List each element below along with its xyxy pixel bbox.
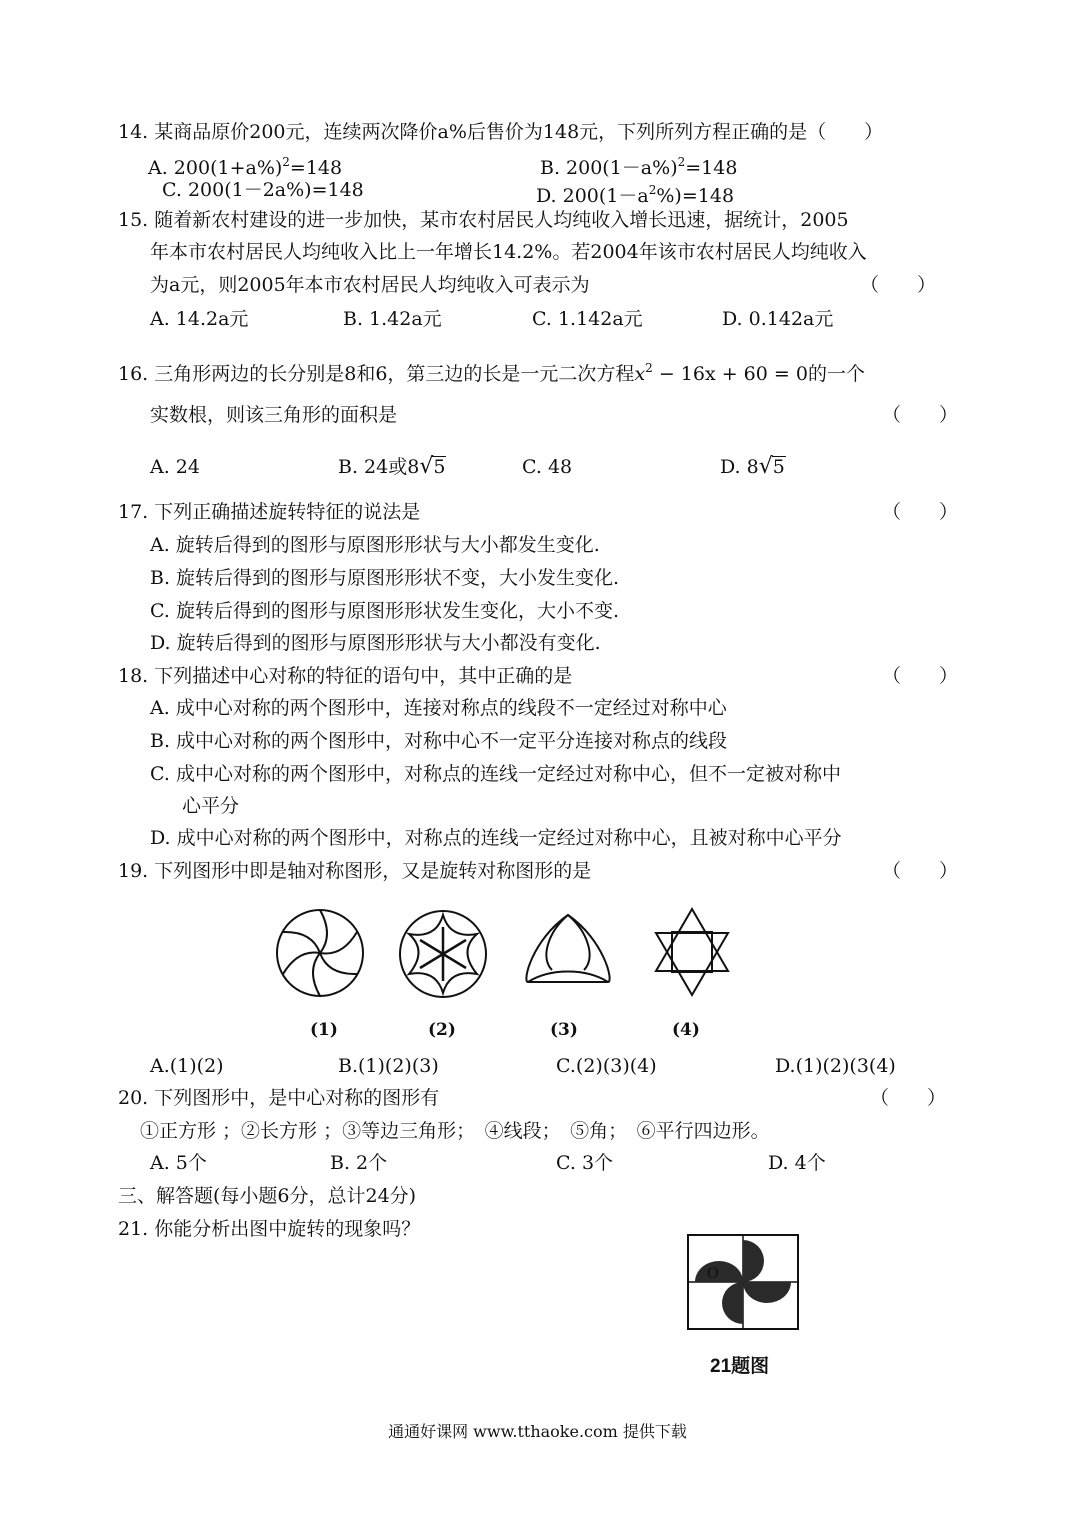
q14-option-a: A. $200(1+a\%)^2=148$ <box>148 155 343 179</box>
q19-figure-1 <box>272 905 368 1001</box>
q19-figure-2 <box>396 907 490 1001</box>
q21-figure <box>687 1234 799 1330</box>
q20-items: ①正方形 ；②长方形 ；③等边三角形； ④线段； ⑤角； ⑥平行四边形。 <box>140 1120 770 1142</box>
q17-option-d: D. 旋转后得到的图形与原图形形状与大小都没有变化. <box>150 632 601 654</box>
q20-stem: 20. 下列图形中，是中心对称的图形有 <box>118 1087 440 1109</box>
q16-equation: − 16x + 60 = 0 <box>652 363 808 385</box>
q20-option-c: C. 3个 <box>556 1152 614 1174</box>
q15-option-c: C. 1.142a元 <box>532 308 643 330</box>
q18-option-a: A. 成中心对称的两个图形中，连接对称点的线段不一定经过对称中心 <box>150 697 727 719</box>
q16-answer-paren: （ ） <box>882 404 959 426</box>
q19-option-c: C.(2)(3)(4) <box>556 1055 657 1077</box>
q16-option-b: B. 24或8√5 <box>338 454 446 479</box>
q15-answer-paren: （ ） <box>860 274 937 296</box>
q19-figure-1-label: (1) <box>310 1020 338 1040</box>
q19-option-a: A.(1)(2) <box>150 1055 224 1077</box>
q16-line-1: 16. 三角形两边的长分别是8和6，第三边的长是一元二次方程$x^2 - 16x + 60 = 0$的一个 <box>118 361 865 385</box>
q19-stem: 19. 下列图形中即是轴对称图形，又是旋转对称图形的是 <box>118 860 592 882</box>
q17-option-a: A. 旋转后得到的图形与原图形形状与大小都发生变化. <box>150 534 600 556</box>
q19-figure-3 <box>522 910 614 990</box>
q15-line-3: 为a元，则2005年本市农村居民人均纯收入可表示为 <box>150 274 590 296</box>
q14-option-b: B. $200(1-a\%)^2=148$ <box>540 155 738 179</box>
q18-option-c-line-1: C. 成中心对称的两个图形中，对称点的连线一定经过对称中心，但不一定被对称中 <box>150 763 841 785</box>
q16-line-2: 实数根，则该三角形的面积是 <box>150 404 398 426</box>
q16-option-d: D. 8√5 <box>720 454 785 479</box>
q21-stem: 21. 你能分析出图中旋转的现象吗？ <box>118 1218 421 1240</box>
q20-option-d: D. 4个 <box>768 1152 826 1174</box>
q20-option-b: B. 2个 <box>330 1152 388 1174</box>
q17-option-c: C. 旋转后得到的图形与原图形形状发生变化，大小不变. <box>150 600 619 622</box>
q15-option-d: D. 0.142a元 <box>722 308 834 330</box>
q18-option-d: D. 成中心对称的两个图形中，对称点的连线一定经过对称中心，且被对称中心平分 <box>150 827 842 849</box>
q20-answer-paren: （ ） <box>870 1087 947 1109</box>
q17-stem: 17. 下列正确描述旋转特征的说法是 <box>118 501 421 523</box>
q17-option-b: B. 旋转后得到的图形与原图形形状不变，大小发生变化. <box>150 567 620 589</box>
q15-option-b: B. 1.42a元 <box>343 308 442 330</box>
q21-figure-point-o: O <box>707 1265 719 1282</box>
section-3-title: 三、解答题(每小题6分，总计24分) <box>118 1185 417 1207</box>
q15-option-a: A. 14.2a元 <box>150 308 249 330</box>
q18-option-b: B. 成中心对称的两个图形中，对称中心不一定平分连接对称点的线段 <box>150 730 728 752</box>
q19-answer-paren: （ ） <box>882 860 959 882</box>
q19-option-d: D.(1)(2)(3(4) <box>775 1055 896 1077</box>
q19-figure-2-label: (2) <box>428 1020 456 1040</box>
page-footer: 通通好课网 www.tthaoke.com 提供下载 <box>388 1422 687 1441</box>
q17-answer-paren: （ ） <box>882 501 959 523</box>
q14-option-c: C. 200(1－2a%)=148 <box>162 179 364 201</box>
q15-line-2: 年本市农村居民人均纯收入比上一年增长14.2%。若2004年该市农村居民人均纯收入 <box>150 241 867 263</box>
q19-option-b: B.(1)(2)(3) <box>338 1055 439 1077</box>
q18-stem: 18. 下列描述中心对称的特征的语句中，其中正确的是 <box>118 665 573 687</box>
q18-answer-paren: （ ） <box>882 665 959 687</box>
q16-option-c: C. 48 <box>522 456 573 478</box>
q14-option-d: D. $200(1-a^2\%)=148$ <box>536 183 735 207</box>
q20-option-a: A. 5个 <box>150 1152 207 1174</box>
q18-option-c-line-2: 心平分 <box>182 795 240 817</box>
q19-figure-3-label: (3) <box>550 1020 578 1040</box>
q19-figure-4-label: (4) <box>672 1020 700 1040</box>
q16-option-a: A. 24 <box>150 456 200 478</box>
q21-figure-caption: 21题图 <box>710 1356 770 1377</box>
q14-stem: 14. 某商品原价200元，连续两次降价a%后售价为148元，下列所列方程正确的是（ ） <box>118 121 884 143</box>
q19-figure-4 <box>650 905 734 999</box>
q15-line-1: 15. 随着新农村建设的进一步加快，某市农村居民人均纯收入增长迅速，据统计，2005 <box>118 209 849 231</box>
q16-equation-x: x <box>634 363 646 385</box>
